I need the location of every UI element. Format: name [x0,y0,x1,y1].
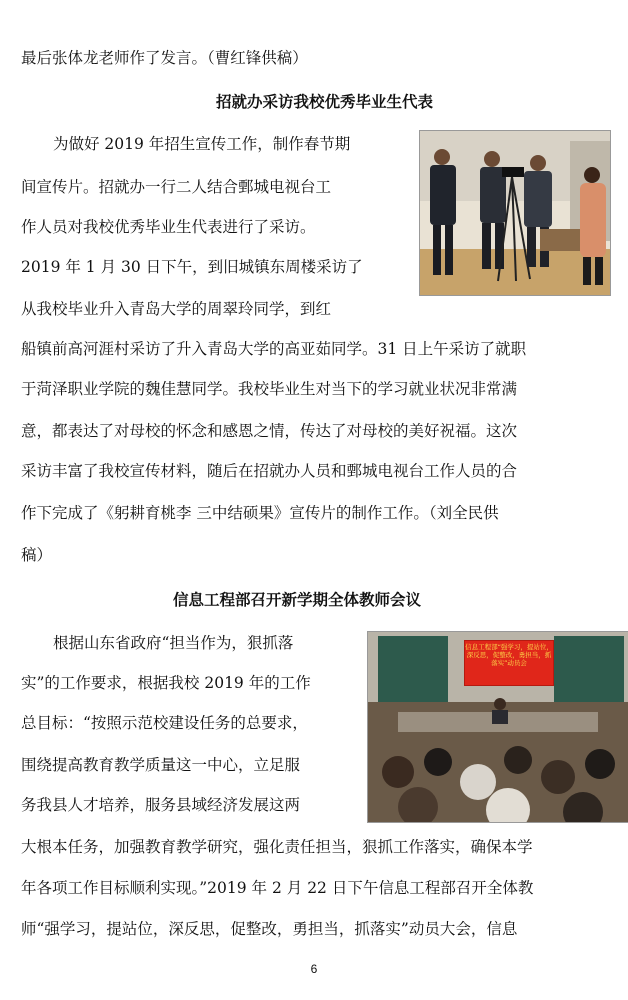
paragraph-line: 围绕提高教育教学质量这一中心，立足服 [21,756,301,774]
paragraph-line: 稿） [21,546,53,564]
paragraph-line: 年各项工作目标顺利实现。”2019 年 2 月 22 日下午信息工程部召开全体教 [21,879,534,897]
paragraph-line: 意，都表达了对母校的怀念和感恩之情，传达了对母校的美好祝福。这次 [21,422,518,440]
paragraph-line: 于菏泽职业学院的魏佳慧同学。我校毕业生对当下的学习就业状况非常满 [21,380,518,398]
paragraph-line: 2019 年 1 月 30 日下午，到旧城镇东周楼采访了 [21,258,363,276]
page-number: 6 [310,962,318,976]
section-title-meeting: 信息工程部召开新学期全体教师会议 [173,591,422,609]
paragraph-line: 总目标：“按照示范校建设任务的总要求， [21,714,308,732]
paragraph-line: 作下完成了《躬耕育桃李 三中结硕果》宣传片的制作工作。（刘全民供 [21,504,499,522]
paragraph-line: 为做好 2019 年招生宣传工作，制作春节期 [53,135,351,153]
paragraph-line: 作人员对我校优秀毕业生代表进行了采访。 [21,218,316,236]
meeting-banner: 信息工程部“强学习，提站位，深反思，促整改，勇担当，抓落实”动员会 [464,640,554,686]
paragraph-line: 务我县人才培养，服务县域经济发展这两 [21,796,301,814]
paragraph-line: 船镇前高河涯村采访了升入青岛大学的高亚茹同学。31 日上午采访了就职 [21,340,527,358]
paragraph-line: 从我校毕业升入青岛大学的周翠玲同学，到红 [21,300,332,318]
paragraph-line: 师“强学习，提站位，深反思，促整改，勇担当，抓落实”动员大会，信息 [21,920,518,938]
paragraph-line: 间宣传片。招就办一行二人结合鄄城电视台工 [21,178,332,196]
paragraph-line: 最后张体龙老师作了发言。（曹红锋供稿） [21,49,308,67]
paragraph-line: 根据山东省政府“担当作为，狠抓落 [53,634,294,652]
paragraph-line: 实”的工作要求，根据我校 2019 年的工作 [21,674,311,692]
meeting-photo [367,631,628,823]
section-title-interview: 招就办采访我校优秀毕业生代表 [216,93,434,111]
paragraph-line: 大根本任务，加强教育教学研究，强化责任担当，狠抓工作落实，确保本学 [21,838,533,856]
interview-photo [419,130,611,296]
paragraph-line: 采访丰富了我校宣传材料，随后在招就办人员和鄄城电视台工作人员的合 [21,462,518,480]
